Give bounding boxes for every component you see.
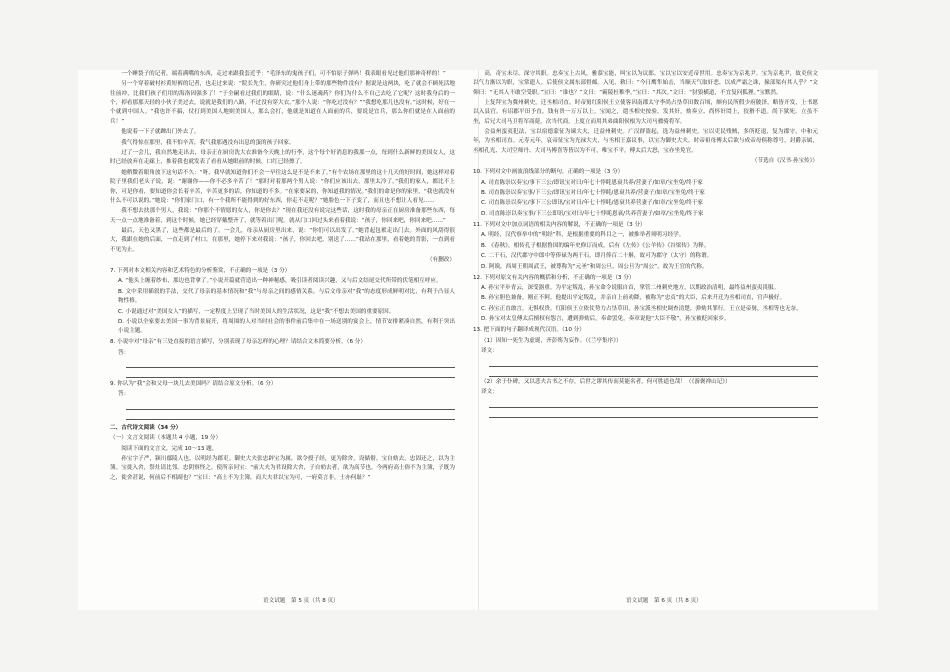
question-12-option: C. 孙宝正直敢言，无惧权贵。红阳侯王立依仗势力占垦草田，孙宝派丞相史调查清楚，弹劾其罪行。王立是帝舅，丞相等也无奈。 (481, 305, 802, 312)
question-10-option: B. 司直陈崇以奏宝事/下三公/即讯宝对曰/年七十悖眊/恩衰共养/营妻子/如章/宝坐免/终于家 (481, 190, 705, 196)
passage-paragraph: 我不想去扶那个男人，我说：“你那个不情愿的女人，你是你去？”现在我还没有说完这些话，这时我的母亲正在厨房准备那些东西，每天一点一点地准备着，到这个时候，她已经穿戴整齐了，就等着出门呢。就从门口回过头来看着我说：“孩子，你回来吧，你回来吧……” (110, 208, 455, 224)
classical-text: 高，奇宝未尽，深守其职。忠奏宝上古风，雅慕宝能，叫宝以为议郎。宝以宝以安近帝世用。忠奏宝为京兆尹。宝为京兆尹，故吏侯文以气力渐以为职，宝常遗人。后使侯文属东部督邮。入见，敕曰：“今日鹰隼始击，当顺天气取奸恶，以成严霜之诛，掾部渠有其人乎？”文仰曰：“无其人不敢空受职。”宝曰：“谁也？”文曰：“霸陵杜稚季。”宝曰：“其次。”文曰：“豺狼横道，不宜复问狐狸。”宝默然。 (473, 71, 818, 96)
answer-line[interactable] (489, 368, 818, 377)
answer-line[interactable] (489, 358, 818, 367)
answer-label: 答： (118, 349, 130, 356)
question-10-option: C. 司直陈崇以奏宝/事下三公即讯/宝对曰/年七十悖眊/恩衰共养营妻子/如章/宝坐免/终于家 (481, 200, 704, 207)
question-7-option: D. 小说以全家要去美国一事为背景展开，将周围的人对当时社会的事件前后集中在一场送别的宴会上，情节安排紧凑自然，有利于突出小说主题。 (118, 319, 455, 335)
passage-paragraph: 他说着一下子就蹿出门外去了。 (121, 129, 200, 136)
question-7-option: B. 文中采用插叙的手法，交代了母亲的基本情况和“我”与母亲之间的感情关系，与后文母亲对“我”的态度形成鲜明对比，有利于凸显人物性格。 (118, 288, 455, 305)
passage-paragraph: 我气得惊在那里，我不怕辛苦，我气我那遇没有出息的蛋的孩子回家。 (121, 139, 295, 146)
passage-paragraph: 过了一会儿，我自然地走出去，母亲正在厨房洗大衣准备今天晚上的行李，这个每个好消息的我那一点，每到什么新鲜的美国女人，这时已经放弃在走廊上，推着我也就发表了看看从她眼前的时候，口红已经擦了。 (110, 150, 455, 166)
classical-text: 会益州蛮夷犯法，宝以宿德蒙征为谏大夫，迁益州刺史。广汉群盗起，选为益州刺史。宝以吏民残贼，多所贬退，复为郡守。中和元年，为丞相司直。元寿元年，哀帝征宝为光禄大夫，与丞相王嘉议事，以宝为御史大夫。时帝祖母傅太后欲与成帝母俱称尊号，封爵亲属，丞相孔光、大司空师丹、大司马傅喜等皆以为不可，唯宝不平。傅太后大怒，宝亦坐免官。 (473, 129, 818, 154)
question-12-option: B. 孙宝胆色兼备，刚正不阿。他提出平定叛乱，并亲自上前劝降，被称为“忠贞”的大臣，后来升迁为丞相司直，官声极好。 (481, 295, 786, 302)
source-note: （有删改） (427, 257, 455, 264)
classical-text: 上复拜宝为冀州刺史，迁丞相司直。时帝舅红阳侯王立使客因南郡太守李尚占垦草田数百顷，颇有民所假少府陂泽，略皆开发，上书愿以入县官。有诏郡平田予直，钱有贵一万万以上。宝闻之，遣丞相史按验，发其奸，劾奏立、尚怀奸罔上，狡猾不道。尚下狱死。立虽不坐，后兄大司马卫将军商薨，次当代商，上度立而用其弟曲阳侯根为大司马骠骑将军。 (473, 100, 818, 125)
question-7-option: C. 小说通过对“美国女人”的描写，一定程度上呈现了当时美国人的生活状况，这是“我”不想去美国的重要原因。 (118, 308, 395, 315)
passage-paragraph: 一个睡袋子的记者，端着满嘴的东西，走过来跟我套近乎：“毛泽东的鬼孩子们，可不怕原子弹吗！我表眼看见过他们那神奇样的！” (121, 71, 446, 77)
translation-sentence: （1）因知一死生为虚诞，齐彭殇为妄作。（《兰亭集序》） (481, 337, 622, 344)
answer-line[interactable] (126, 401, 455, 410)
question-12-option: A. 孙宝平步青云，深受器重。为平定叛乱，孙宝命令说服自首，掌管二州刺史地方，以期政治清明，最终益州蛮夷畏服。 (481, 284, 780, 291)
question-13-stem: 13. 把下面的句子翻译成现代汉语。（10 分） (473, 327, 585, 334)
question-12-stem: 12. 下列对原文有关内容的概括和分析，不正确的一项是（3 分） (473, 274, 635, 281)
answer-line[interactable] (489, 399, 818, 408)
question-11-option: A. 明经，汉代察举中的“明经”科，是根据重要的科目之一，被推举者须明习经学。 (481, 232, 685, 239)
classical-text: 孙宝字子严，颍川鄢陵人也。以明经为郡吏。御史大夫张忠辟宝为属，欲令授子经，更为除舍，设储偫。宝自劾去，忠固还之，以为主簿。宝徙入舍，祭灶请比邻。忠阴察怪之，使所亲问宝：“前大夫为君设除大舍，子自劾去者，欲为高节也。今两府高士俗不为主簿，子既为之，徙舍甚说，何前后不相副也？”宝曰：“高士不为主簿，而大夫君以宝为可，一府莫言非，士亦何耻？” (110, 456, 455, 481)
section-title: 二、古代诗文阅读（34 分） (110, 424, 182, 431)
answer-line[interactable] (126, 369, 455, 378)
question-8-stem: 8. 小说中对“母亲”有三处直接的语言描写，分别表现了母亲怎样的心理？请结合文本简要分析。（6 分） (110, 339, 366, 346)
passage-paragraph: 另一个穿着破衬衫黄短裤的记者，也走过来说：“院长先生，你研究过他们身上带的那些物件没有？据说是这两块，吃了就会不顾死活地往前冲，比我们孩子们用的海洛因强多了！”于全嗣看过我们的眼睛，说：“什么迷魂药？你们为什么不自己去吃了它呢？这时我身后的一个，掉看那那天轻的小伙子美过去，说就是我们的八路，不过没有穿大衣。”那个人说：“你吃过没有？”“我想吃那儿也没有。”这时候，好在一个就到中国人。“我也许不搞，仗打到美国人地则美国人，那么会打，他就是知道在人面前的兵，要说是宜兵，那么你们就是在人面前的兵！” (110, 81, 455, 125)
page-footer-left: 语文试题 第 5 页（共 8 页） (263, 598, 339, 604)
answer-label: 答： (118, 391, 130, 398)
question-11-option: D. 阿谀，西周王朝周武王，被尊称为“元圣”和周公旦，周公旦为“周公”，故为王官的代称。 (481, 263, 708, 270)
answer-line[interactable] (126, 411, 455, 420)
translation-label: 译文： (481, 348, 498, 355)
question-10-option: A. 司直陈崇以奏宝/事下三公/即讯宝对曰/年七十悖眊恩衰共养/营妻子/如章/宝坐免/终于家 (481, 179, 703, 186)
right-page (473, 70, 818, 610)
section-subtitle: （一）文言文阅读（本题共 4 小题，19 分） (110, 435, 222, 442)
question-9-stem: 9. 你认为“我”会和父母一块儿去美国吗？请结合原文分析。（6 分） (110, 380, 277, 387)
left-page (110, 70, 455, 610)
question-11-stem: 11. 下列对文中加点词语的相关内容的解说，不正确的一项是（3 分） (473, 221, 646, 228)
section-instruction: 阅读下面的文言文，完成 10～13 题。 (121, 445, 218, 452)
answer-line[interactable] (126, 359, 455, 368)
question-10-option: D. 司直陈崇以奏宝事/下三公即讯/宝对曰/年七十悖眊恩衰/共养营妻子/如章/宝坐免/终于家 (481, 210, 704, 217)
source-note: （节选自《汉书·孙宝传》） (751, 158, 818, 165)
page-footer-right: 语文试题 第 6 页（共 8 页） (626, 598, 702, 604)
question-7-stem: 7. 下列对本文相关内容和艺术特色的分析鉴赏，不正确的一项是（3 分） (110, 267, 291, 274)
question-11-option: B. 《春秋》，相传孔子根据鲁国的编年史修订而成，后有《左传》《公羊传》《谷梁传》为释。 (481, 242, 710, 249)
exam-sheet (78, 70, 878, 610)
question-7-option: A. “他头上缠着纱布，那边也背拿了。”小说开篇就营造出一种神秘感，吸引读者阅读兴趣，又与后文结尾交代所带的伏笔相互呼应。 (118, 278, 442, 285)
question-10-stem: 10. 下列对文中画波浪线部分的断句，正确的一项是（3 分） (473, 169, 624, 176)
answer-line[interactable] (489, 409, 818, 418)
translation-label: 译文： (481, 389, 498, 396)
question-12-option: D. 孙宝对太皇傅太后擅权有怨言，遭到弹劾后，奉命罢免，奏章说他“大臣不敬”，孙宝被贬回家乡。 (481, 316, 730, 323)
translation-sentence: （2）余于仆碑，又以悲夫古书之不存，后世之谬其传而莫能名者，何可胜道也哉！（《游褒禅山记》） (481, 378, 731, 385)
passage-paragraph: 她稍微着眼角放下这句话不久：“呀，我早就知道你们不会一早往这么是不是不来了。”有个农场在那里的这十几天的好时间，她这样对着院子里我们老头子说，说：“谢谢你——你不必多辛苦了！”那时对着那两个男人说：“你们应该出去，那里太冷了。”我们的家人，都比不上你，可是你看，要知道你会长着辛苦，辛苦更多的话，你知道的不多。“在家要呆的，你知道我的情况。”我们的命是你的家里，“我也就没有什么不可以说的。”她说：“你们家门口，有一个我所不能得到的好东西，你走不走呢？”她脸色一下子变了，而且也不想让人看见…… (110, 169, 455, 204)
question-11-option: C. 二千石，汉代郡守中郎中等俸禄为两千石，即月俸百二十斛，故可为郡守（太守）的称谓。 (481, 253, 713, 260)
passage-paragraph: 最后，天色又黑了，这些都是最后的了。一会儿，母亲从厨房里出来，说：“你们可以出发了。”她背起包袱走出门去。外面的风刮得很大，我跟在她的后面，一直走到了村口。在那里，她停下来对我说：“孩子，你回去吧，别送了……”我站在那里，看着她的背影，一直到看不见为止。 (110, 228, 455, 253)
